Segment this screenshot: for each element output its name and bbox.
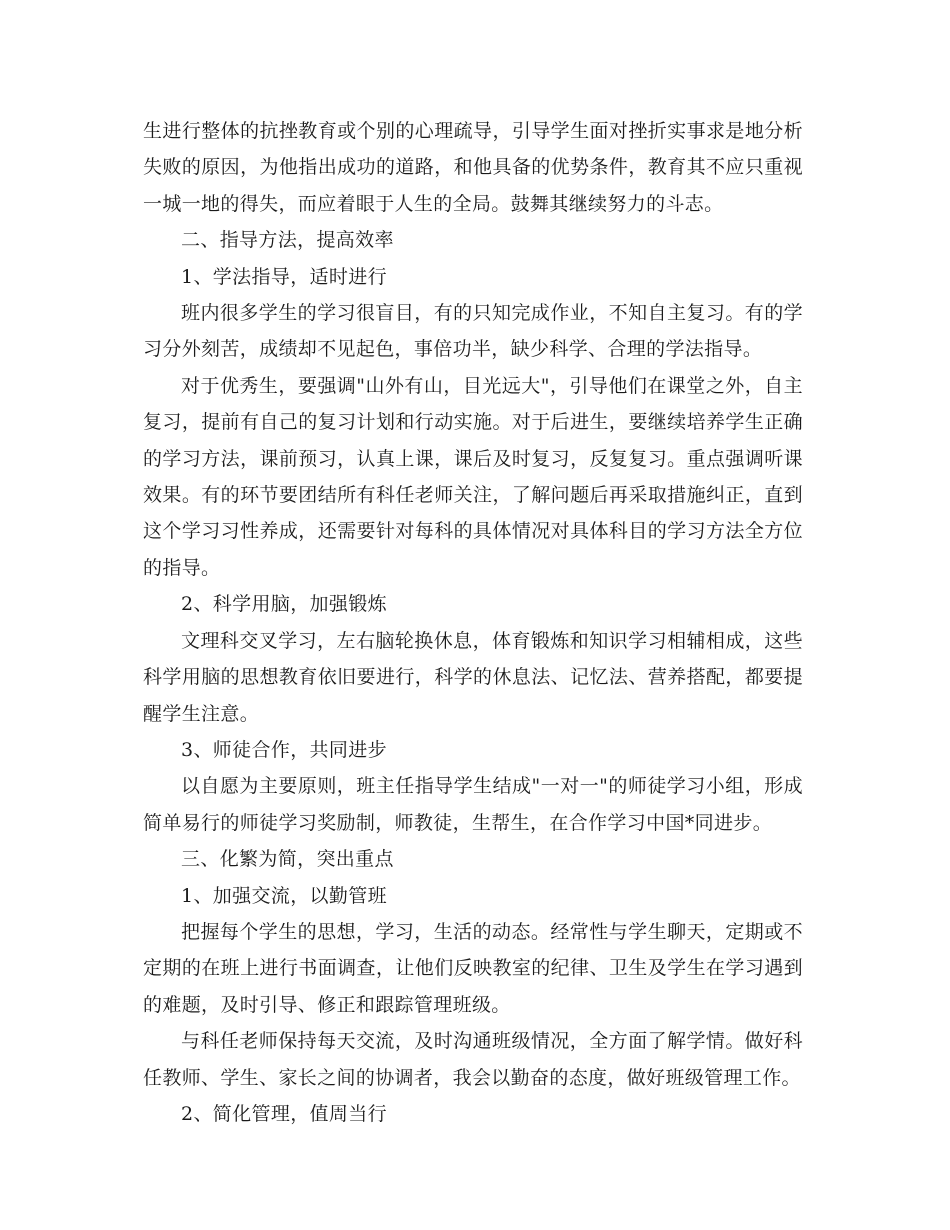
paragraph: 文理科交叉学习，左右脑轮换休息，体育锻炼和知识学习相辅相成，这些科学用脑的思想教育依旧要进行，科学的休息法、记忆法、营养搭配，都要提醒学生注意。	[143, 629, 803, 725]
subsection-heading-2-3: 3、师徒合作，共同进步	[181, 738, 387, 761]
paragraph: 对于优秀生，要强调"山外有山，目光远大"，引导他们在课堂之外，自主复习，提前有自己的复习计划和行动实施。对于后进生，要继续培养学生正确的学习方法，课前预习，认真上课，课后及时复习，反复复习。重点强调听课效果。有的环节要团结所有科任老师关注，了解问题后再采取措施纠正，直到这个学习习性养成，还需要针对每科的具体情况对具体科目的学习方法全方位的指导。	[143, 374, 803, 579]
section-heading-3: 三、化繁为简，突出重点	[181, 848, 394, 871]
paragraph: 把握每个学生的思想，学习，生活的动态。经常性与学生聊天，定期或不定期的在班上进行书面调查，让他们反映教室的纪律、卫生及学生在学习遇到的难题，及时引导、修正和跟踪管理班级。	[143, 920, 803, 1016]
paragraph: 与科任老师保持每天交流，及时沟通班级情况，全方面了解学情。做好科任教师、学生、家长之间的协调者，我会以勤奋的态度，做好班级管理工作。	[143, 1030, 803, 1089]
document-body	[143, 113, 803, 1132]
subsection-heading-2-1: 1、学法指导，适时进行	[181, 265, 387, 288]
subsection-heading-3-2: 2、简化管理，值周当行	[181, 1102, 387, 1125]
paragraph: 以自愿为主要原则，班主任指导学生结成"一对一"的师徒学习小组，形成简单易行的师徒学习奖励制，师教徒，生帮生，在合作学习中国*同进步。	[143, 775, 803, 834]
paragraph: 班内很多学生的学习很盲目，有的只知完成作业，不知自主复习。有的学习分外刻苦，成绩却不见起色，事倍功半，缺少科学、合理的学法指导。	[143, 302, 803, 361]
subsection-heading-3-1: 1、加强交流，以勤管班	[181, 884, 387, 907]
section-heading-2: 二、指导方法，提高效率	[181, 229, 394, 252]
paragraph-continuation: 生进行整体的抗挫教育或个别的心理疏导，引导学生面对挫折实事求是地分析失败的原因，为他指出成功的道路，和他具备的优势条件，教育其不应只重视一城一地的得失，而应着眼于人生的全局。鼓舞其继续努力的斗志。	[143, 120, 803, 215]
subsection-heading-2-2: 2、科学用脑，加强锻炼	[181, 593, 387, 616]
